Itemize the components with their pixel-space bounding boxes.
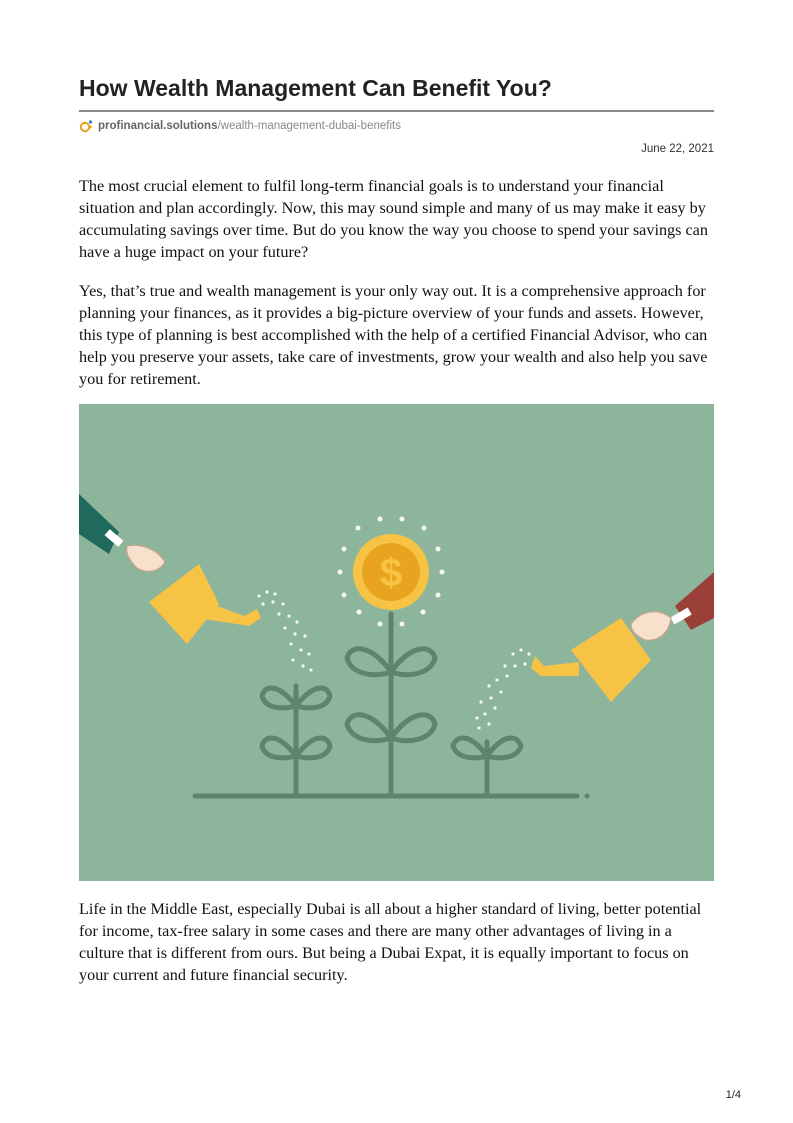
page-number: 1/4 [725,1089,741,1101]
source-line [79,118,401,134]
left-plant-leaf [296,688,330,708]
right-water-drops [475,648,530,729]
right-plant-leaf [487,738,521,758]
dollar-sign-icon: $ [379,551,403,595]
right-hand [631,612,671,641]
left-watering-can-group [79,494,313,672]
right-can-spout [531,656,579,676]
body-paragraph-1: The most crucial element to fulfil long-term financial goals is to understand your financial situation and plan accordingly. Now, this may sound simple and many of us may make it easy by accumulating savings over time. But do you know the way you choose to spend your savings can have a huge impact on your future? [79,177,708,261]
title-divider [79,110,714,112]
right-plant-leaf [453,738,487,758]
plants-and-watering-cans-image [79,404,714,881]
left-hand [127,545,165,571]
left-water-drops [257,590,312,671]
left-plant-leaf [262,688,296,708]
left-sleeve [79,494,119,554]
coin-group [338,517,445,627]
right-sleeve [675,572,714,630]
left-plant-leaf [262,738,296,758]
body-paragraph-3: Life in the Middle East, especially Dubai is all about a higher standard of living, better potential for income, tax-free salary in some cases and there are many other advantages of living in a culture that is different from ours. But being a Dubai Expat, it is equally important to focus on your current and future financial security. [79,900,702,984]
center-plant-leaf [391,649,435,675]
left-can-spout [199,599,261,626]
source-domain-link[interactable]: profinancial.solutions [98,120,218,132]
center-plant-leaf [347,715,391,741]
source-path-link[interactable]: /wealth-management-dubai-benefits [217,120,401,132]
center-plant-leaf [391,715,435,741]
publish-date: June 22, 2021 [641,143,714,155]
left-plant-leaf [296,738,330,758]
wealth-growth-illustration [79,404,714,881]
site-favicon-icon [79,119,93,133]
money-plants [193,614,590,799]
body-paragraph-2: Yes, that’s true and wealth management is your only way out. It is a comprehensive approach for planning your finances, as it provides a big-picture overview of your funds and assets. However, this type of planning is best accomplished with the help of a certified Financial Advisor, who can help you preserve your assets, take care of investments, grow your wealth and also help you save you for retirement. [79,282,708,388]
right-watering-can-group [475,572,714,730]
page-title: How Wealth Management Can Benefit You? [79,75,552,101]
center-plant-leaf [347,649,391,675]
